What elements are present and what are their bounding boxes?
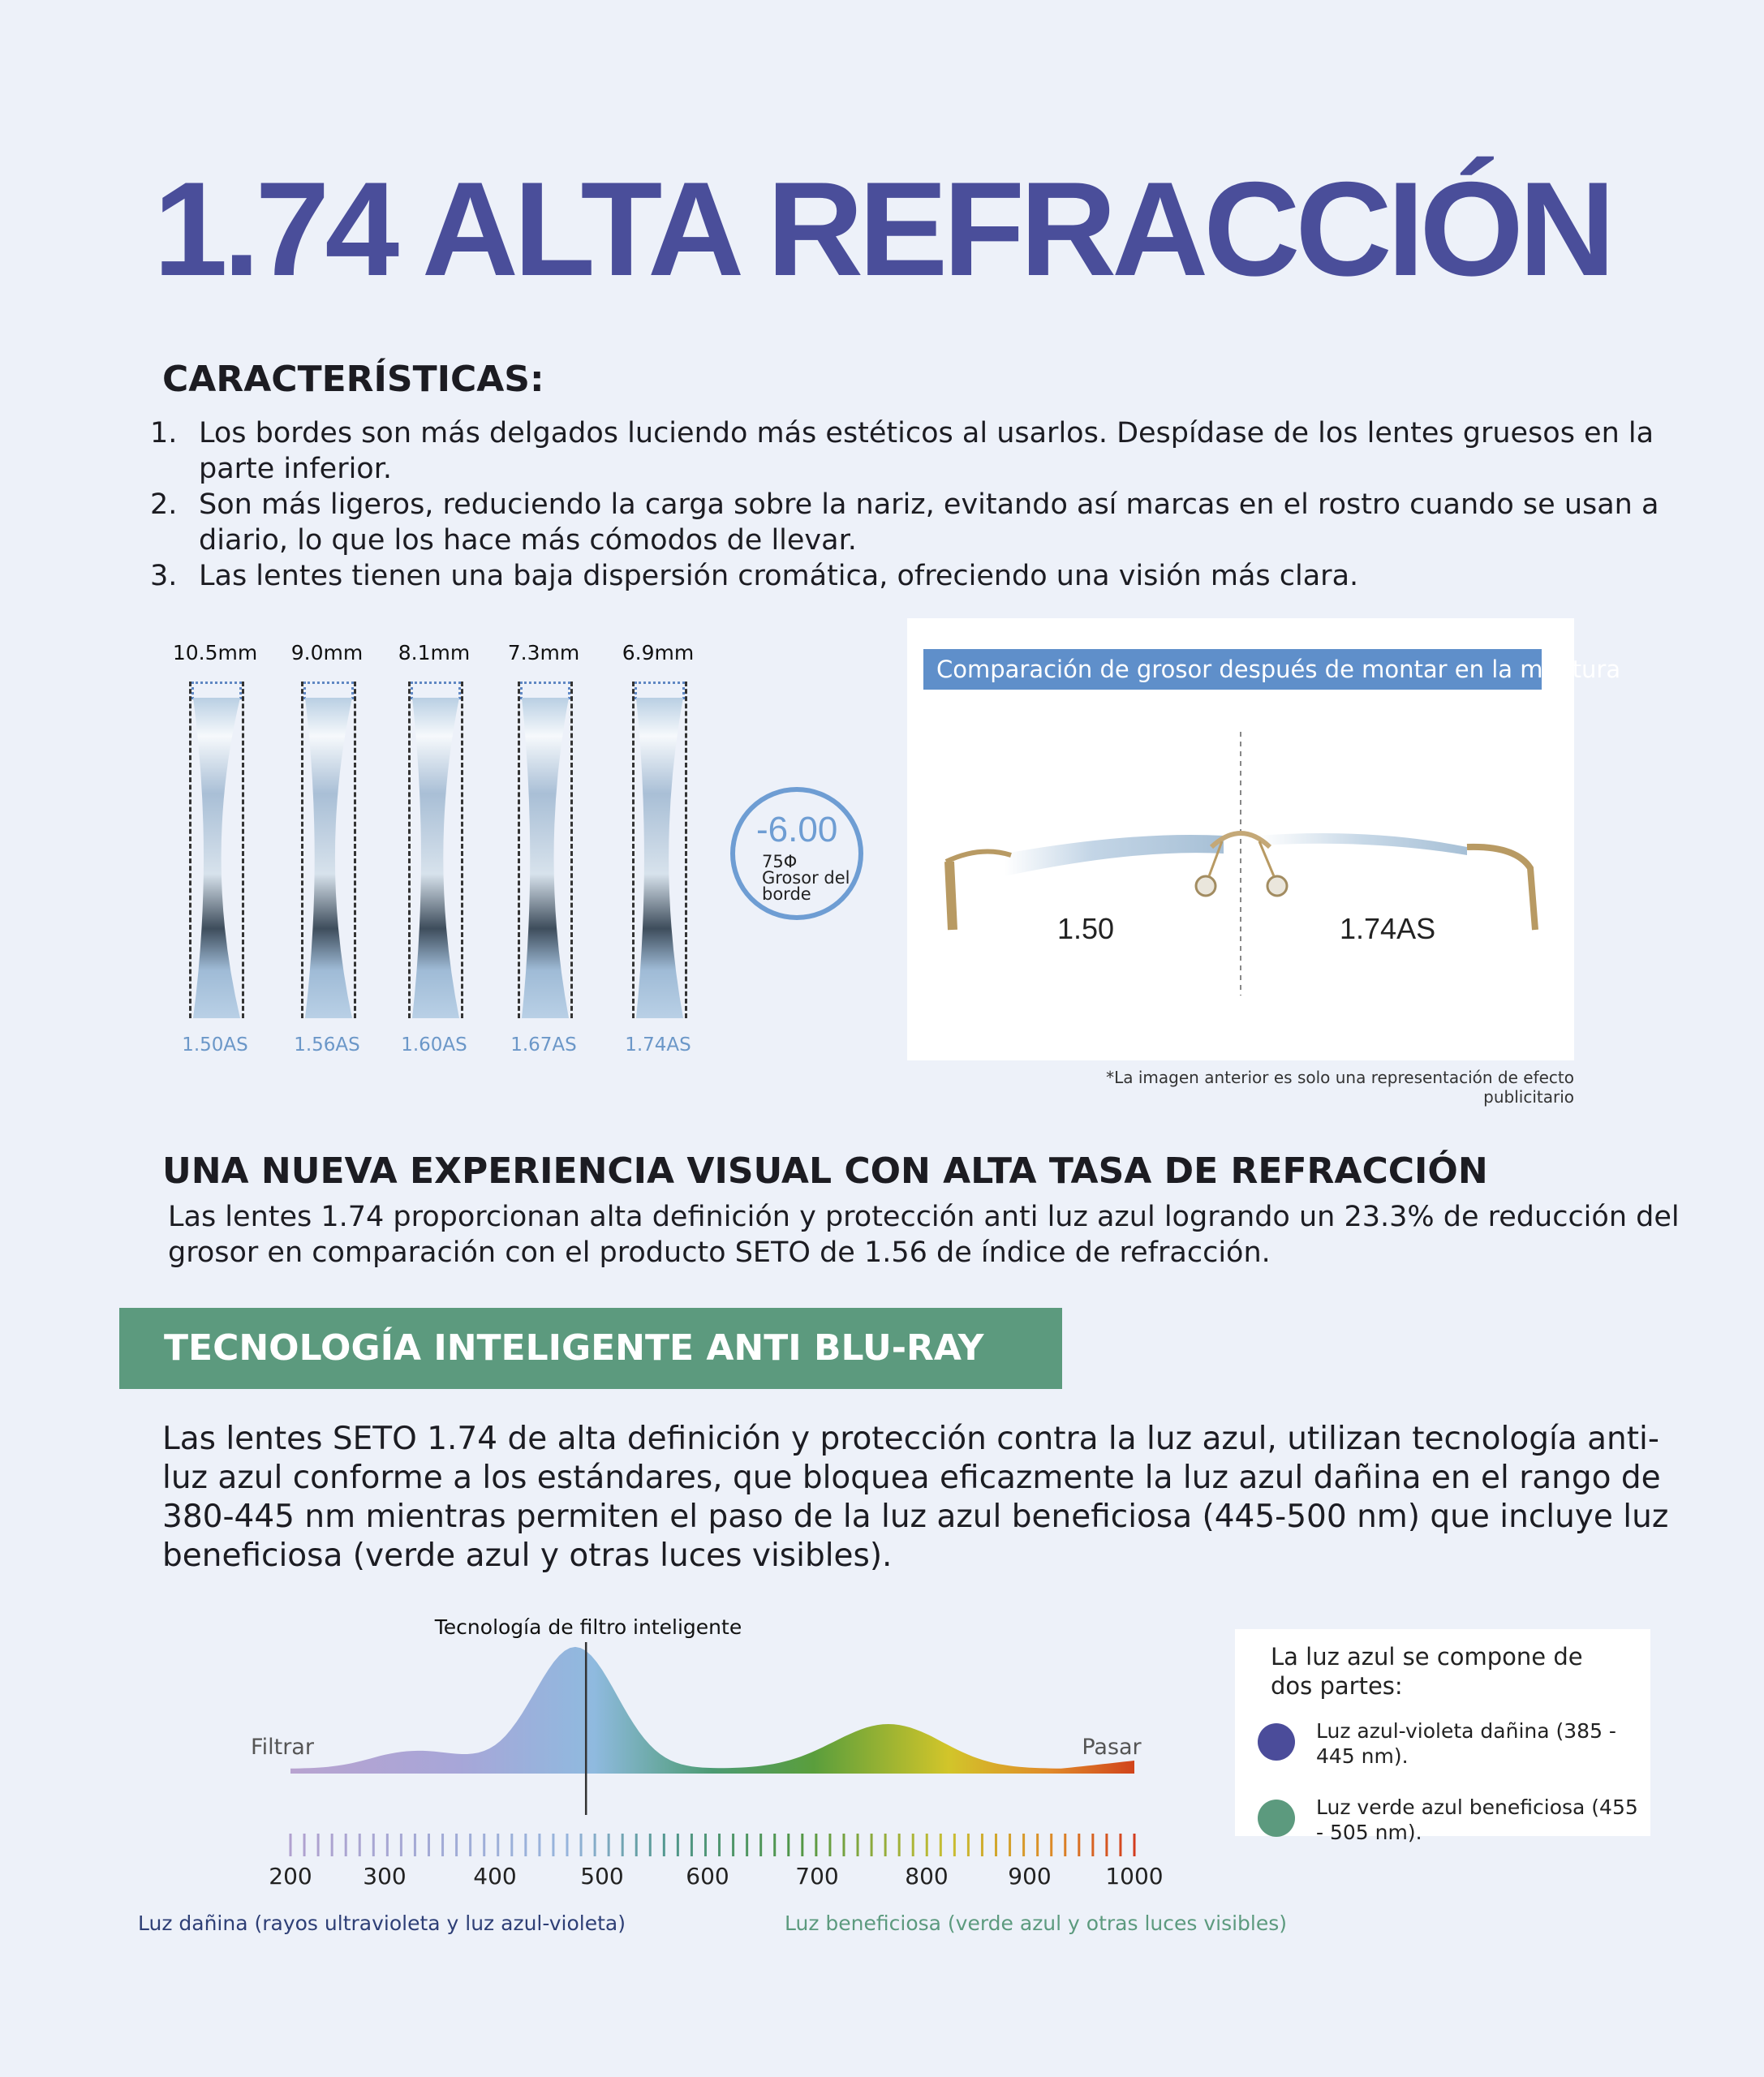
lens-shape — [411, 698, 461, 1018]
tech-banner-label: TECNOLOGÍA INTELIGENTE ANTI BLU-RAY — [164, 1327, 984, 1369]
comparison-right-label: 1.74AS — [1340, 912, 1436, 945]
list-number: 2. — [150, 488, 178, 521]
list-item-text: Los bordes son más delgados luciendo más estéticos al usarlos. Despídase de los lentes gruesos en la parte inferior. — [199, 417, 1654, 485]
legend-box — [1235, 1629, 1650, 1844]
tech-body: Las lentes SETO 1.74 de alta definición y protección contra la luz azul, utilizan tecnología anti-luz azul conforme a los estándares, que bloquea eficazmente la luz azul dañina en el rango de 380-445 nm mientras permiten el paso de la luz azul beneficiosa (445-500 nm) que incluye luz beneficiosa (verde azul y otras luces visibles). — [162, 1421, 1669, 1574]
lens-outline — [518, 682, 573, 1018]
lens-top-cap — [520, 682, 570, 699]
list-item-text: Son más ligeros, reduciendo la carga sobre la nariz, evitando así marcas en el rostro cuando se usan a diario, lo que los hace más cómodos de llevar. — [199, 488, 1659, 557]
pass-side-label: Pasar — [1082, 1735, 1142, 1760]
power-detail — [762, 854, 859, 902]
comparison-note: *La imagen anterior es solo una representación de efecto publicitario — [1106, 1068, 1574, 1107]
lens-column — [274, 641, 380, 1071]
lens-material-label: 1.74AS — [625, 1034, 691, 1056]
new-experience-body: Las lentes 1.74 proporcionan alta definición y protección anti luz azul logrando un 23.3% de reducción del grosor en comparación con el producto SETO de 1.56 de índice de refracción. — [168, 1201, 1680, 1269]
tech-banner — [119, 1308, 1062, 1389]
lens-material-label: 1.67AS — [510, 1034, 577, 1056]
lens-shape — [191, 698, 242, 1018]
lens-top-cap — [411, 682, 461, 699]
legend-title: La luz azul se compone de dos partes: — [1271, 1643, 1583, 1700]
lens-shape — [635, 698, 685, 1018]
lens-thickness-label: 6.9mm — [622, 641, 695, 664]
spectrum-tick-labels — [269, 1863, 1163, 1890]
legend-dot-beneficial — [1258, 1800, 1295, 1837]
lens-outline — [408, 682, 463, 1018]
lens-outline — [632, 682, 687, 1018]
list-item — [150, 558, 1659, 594]
lens-column — [381, 641, 487, 1071]
filter-label: Tecnología de filtro inteligente — [434, 1615, 742, 1639]
beneficial-light-label: Luz beneficiosa (verde azul y otras luces visibles) — [785, 1911, 1288, 1935]
spectrum-tick-label: 300 — [363, 1863, 407, 1890]
lens-thickness-label: 9.0mm — [290, 641, 364, 664]
lens-thickness-label: 7.3mm — [507, 641, 580, 664]
power-badge — [730, 787, 863, 920]
lens-outline — [301, 682, 356, 1018]
spectrum-tick-label: 700 — [795, 1863, 839, 1890]
lens-column — [162, 641, 268, 1071]
features-heading: CARACTERÍSTICAS: — [162, 359, 544, 400]
lens-top-cap — [303, 682, 354, 699]
spectrum-tick-label: 600 — [686, 1863, 729, 1890]
comparison-left-label: 1.50 — [1057, 912, 1115, 945]
new-experience-heading: UNA NUEVA EXPERIENCIA VISUAL CON ALTA TASA DE REFRACCIÓN — [162, 1150, 1488, 1192]
lens-material-label: 1.60AS — [401, 1034, 467, 1056]
lens-shape — [520, 698, 570, 1018]
page-title: 1.74 ALTA REFRACCIÓN — [153, 154, 1611, 303]
lens-outline — [189, 682, 244, 1018]
lens-shape — [303, 698, 354, 1018]
lens-thickness-label: 10.5mm — [172, 641, 258, 664]
spectrum-ticks — [290, 1834, 1134, 1856]
comparison-header: Comparación de grosor después de montar en la montura — [923, 649, 1542, 690]
comparison-panel — [907, 618, 1621, 1060]
list-number: 3. — [150, 560, 178, 592]
list-item-text: Las lentes tienen una baja dispersión cromática, ofreciendo una visión más clara. — [199, 560, 1359, 592]
lens-column — [605, 641, 711, 1071]
lens-column — [491, 641, 596, 1071]
legend-label-harmful: Luz azul-violeta dañina (385 - 445 nm). — [1316, 1719, 1616, 1768]
list-item — [150, 415, 1659, 487]
spectrum-tick-label: 1000 — [1105, 1863, 1164, 1890]
lens-thickness-label: 8.1mm — [398, 641, 471, 664]
power-value: -6.00 — [756, 810, 838, 849]
glasses-illustration — [907, 618, 1574, 1060]
harmful-light-label: Luz dañina (rayos ultravioleta y luz azul-violeta) — [138, 1911, 626, 1935]
spectrum-curve — [290, 1647, 1134, 1774]
legend-label-beneficial: Luz verde azul beneficiosa (455 - 505 nm). — [1316, 1795, 1638, 1844]
spectrum-tick-label: 900 — [1008, 1863, 1052, 1890]
lens-top-cap — [191, 682, 242, 699]
spectrum-tick-label: 500 — [580, 1863, 624, 1890]
light-spectrum — [227, 1615, 1233, 1907]
features-list — [150, 415, 1659, 594]
lens-top-cap — [635, 682, 685, 699]
filter-side-label: Filtrar — [251, 1735, 314, 1760]
power-label: Grosor del borde — [762, 868, 850, 904]
power-diameter: 75Φ — [762, 852, 798, 871]
legend-dot-harmful — [1258, 1723, 1295, 1761]
list-item — [150, 487, 1659, 558]
spectrum-tick-label: 400 — [473, 1863, 517, 1890]
spectrum-tick-label: 800 — [905, 1863, 949, 1890]
list-number: 1. — [150, 417, 178, 449]
spectrum-tick-label: 200 — [269, 1863, 312, 1890]
lens-material-label: 1.56AS — [294, 1034, 360, 1056]
lens-material-label: 1.50AS — [182, 1034, 248, 1056]
